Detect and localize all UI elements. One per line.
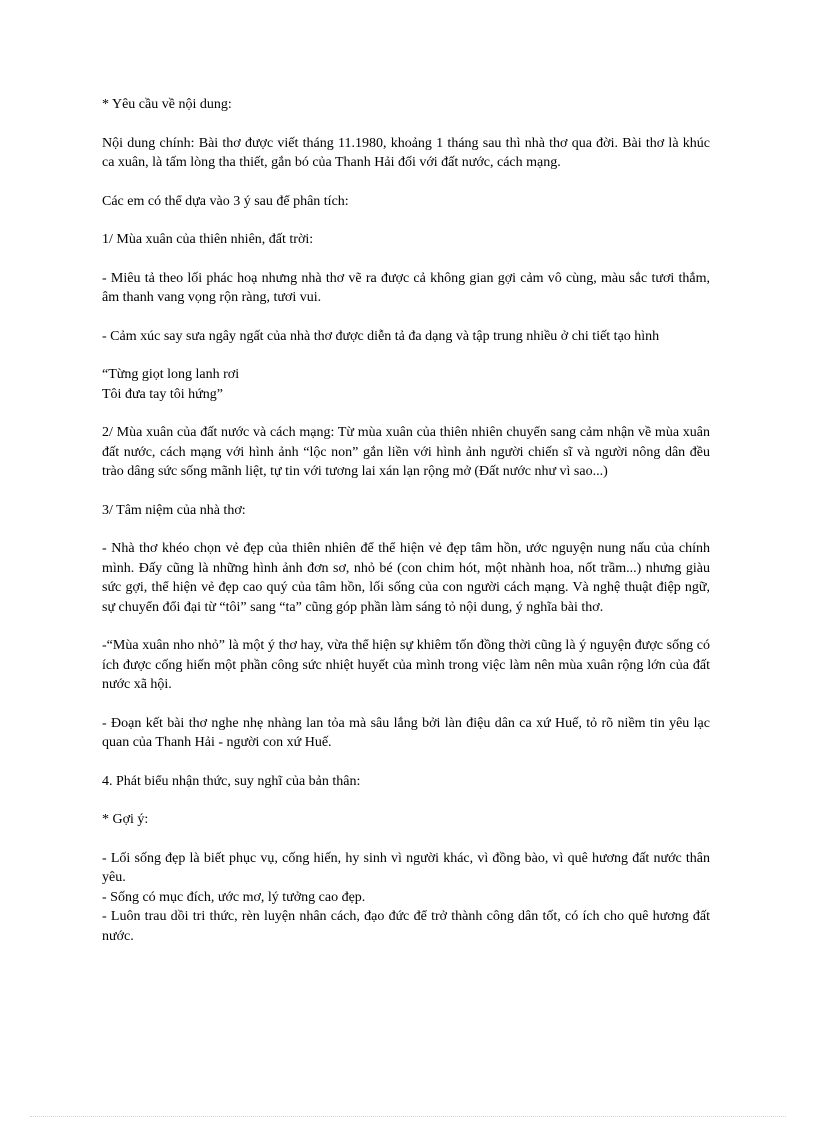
hint-title: * Gợi ý: [102, 812, 149, 827]
poem-quote-line-1: “Từng giọt long lanh rơi [102, 367, 240, 382]
intro-paragraph: Nội dung chính: Bài thơ được viết tháng 11.1980, khoảng 1 tháng sau thì nhà thơ qua đời. Bài thơ là khúc ca xuân, là tấm lòng tha thiết, gắn bó của Thanh Hải đối với đất nước, cách mạng. [102, 135, 710, 170]
document-body [102, 95, 710, 946]
page-bottom-divider [30, 1116, 786, 1117]
section-3-paragraph-3: - Đoạn kết bài thơ nghe nhẹ nhàng lan tỏa mà sâu lắng bởi làn điệu dân ca xứ Huế, tỏ rõ niềm tin yêu lạc quan của Thanh Hải - người con xứ Huế. [102, 715, 710, 750]
poem-quote-line-2: Tôi đưa tay tôi hứng” [102, 386, 223, 402]
section-3-paragraph-2: -“Mùa xuân nho nhỏ” là một ý thơ hay, vừa thể hiện sự khiêm tốn đồng thời cũng là ý nguyện được sống có ích được cống hiến một phần công sức nhiệt huyết của mình trong việc làm nên mùa xuân rộng lớn của đất nước xã hội. [102, 638, 710, 692]
hint-item-1: - Lối sống đẹp là biết phục vụ, cống hiến, hy sinh vì người khác, vì đồng bào, vì quê hương đất nước thân yêu. [102, 850, 710, 885]
section-3-title: 3/ Tâm niệm của nhà thơ: [102, 502, 246, 518]
poem-quote [102, 365, 710, 404]
section-3-paragraph-1: - Nhà thơ khéo chọn vẻ đẹp của thiên nhiên để thể hiện vẻ đẹp tâm hồn, ước nguyện nung nấu của chính mình. Đấy cũng là những hình ảnh đơn sơ, nhỏ bé (con chim hót, một nhành hoa, nốt trầm...) nhưng giàu sức gợi, thể hiện vẻ đẹp cao quý của tâm hồn, lối sống của con người cách mạng. Và nghệ thuật điệp ngữ, sự chuyển đổi đại từ “tôi” sang “ta” cũng góp phần làm sáng tỏ nội dung, ý nghĩa bài thơ. [102, 541, 710, 615]
analysis-guide-paragraph: Các em có thể dựa vào 3 ý sau để phân tích: [102, 193, 349, 209]
section-1-title: 1/ Mùa xuân của thiên nhiên, đất trời: [102, 232, 314, 247]
section-4-title: 4. Phát biểu nhận thức, suy nghĩ của bản thân: [102, 773, 361, 789]
hint-item-2: - Sống có mục đích, ước mơ, lý tưởng cao đẹp. [102, 889, 366, 905]
hint-item-3: - Luôn trau dồi tri thức, rèn luyện nhân cách, đạo đức để trở thành công dân tốt, có ích cho quê hương đất nước. [102, 909, 710, 944]
section-2-paragraph: 2/ Mùa xuân của đất nước và cách mạng: Từ mùa xuân của thiên nhiên chuyển sang cảm nhận về mùa xuân đất nước, cách mạng với hình ảnh “lộc non” gắn liền với hình ảnh người chiến sĩ và người nông dân đều trào dâng sức sống mãnh liệt, tự tin với tương lai xán lạn rộng mở (Đất nước như vì sao...) [102, 425, 710, 479]
section-1-paragraph-1: - Miêu tả theo lối phác hoạ nhưng nhà thơ vẽ ra được cả không gian gợi cảm vô cùng, màu sắc tươi thắm, âm thanh vang vọng rộn ràng, tươi vui. [102, 270, 710, 305]
section-1-paragraph-2: - Cảm xúc say sưa ngây ngất của nhà thơ được diễn tả đa dạng và tập trung nhiều ở chi tiết tạo hình [102, 328, 660, 344]
content-requirement-heading: * Yêu cầu về nội dung: [102, 97, 232, 112]
